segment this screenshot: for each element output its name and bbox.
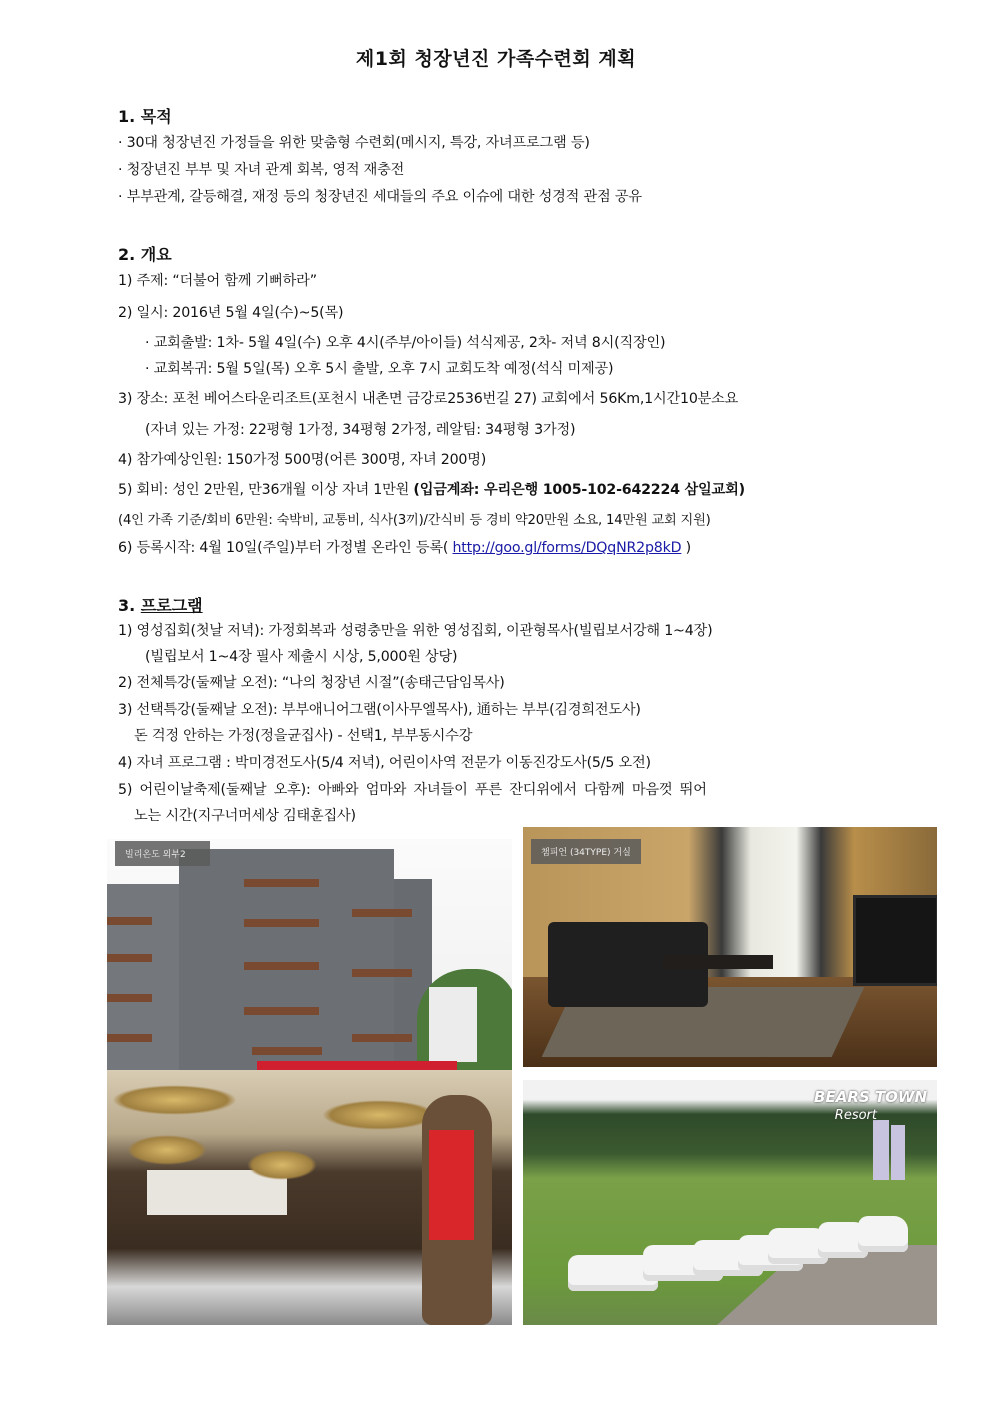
program-heading-number: 3. bbox=[118, 596, 141, 615]
red-flowers bbox=[257, 1061, 457, 1070]
section-heading-overview: 2. 개요 bbox=[118, 245, 172, 264]
registration-suffix: ) bbox=[681, 540, 691, 556]
fireplace bbox=[853, 895, 937, 986]
overview-attendees: 4) 참가예상인원: 150가정 500명(어른 300명, 자녀 200명) bbox=[118, 452, 487, 468]
overview-return: · 교회복귀: 5월 5일(목) 오후 5시 출발, 오후 7시 교회도착 예정(석식 미제공) bbox=[145, 361, 614, 377]
purpose-line-1: · 30대 청장년진 가정들을 위한 맞춤형 수련회(메시지, 특강, 자녀프로그램 등) bbox=[118, 135, 590, 151]
antler-chandelier bbox=[247, 1150, 317, 1180]
program-line-3-cont: 돈 걱정 안하는 가정(정을균집사) - 선택1, 부부동시수강 bbox=[134, 728, 473, 744]
overview-registration bbox=[118, 537, 691, 557]
overview-place: 3) 장소: 포천 베어스타운리조트(포천시 내촌면 금강로2536번길 27) 교회에서 56Km,1시간10분소요 bbox=[118, 391, 739, 407]
antler-chandelier bbox=[322, 1100, 437, 1130]
balcony bbox=[107, 1034, 152, 1042]
photo-caption: 챔피언 (34TYPE) 거실 bbox=[531, 839, 641, 864]
info-sign bbox=[873, 1120, 889, 1180]
overview-fee-note: (4인 가족 기준/회비 6만원: 숙박비, 교통비, 식사(3끼)/간식비 등 경비 약20만원 소요, 14만원 교회 지원) bbox=[118, 513, 711, 528]
balcony bbox=[352, 1034, 412, 1042]
balcony bbox=[244, 919, 319, 927]
photo-resort-lawn bbox=[523, 1080, 937, 1325]
overview-departure: · 교회출발: 1차- 5월 4일(수) 오후 4시(주부/아이들) 석식제공, 2차- 저녁 8시(직장인) bbox=[145, 335, 666, 351]
info-sign bbox=[891, 1125, 905, 1180]
balcony bbox=[244, 1007, 319, 1015]
program-line-3: 3) 선택특강(둘째날 오전): 부부애니어그램(이사무엘목사), 通하는 부부(김경희전도사) bbox=[118, 702, 641, 718]
page-title: 제1회 청장년진 가족수련회 계획 bbox=[355, 48, 637, 70]
toy-car bbox=[858, 1216, 908, 1252]
antler-chandelier bbox=[127, 1135, 207, 1165]
fee-text: 5) 회비: 성인 2만원, 만36개월 이상 자녀 1만원 bbox=[118, 482, 414, 498]
program-line-4: 4) 자녀 프로그램 : 박미경전도사(5/4 저녁), 어린이사역 전문가 이동진강도사(5/5 오전) bbox=[118, 755, 651, 771]
photo-resort-building bbox=[107, 839, 512, 1070]
program-line-2: 2) 전체특강(둘째날 오전): “나의 청장년 시절”(송태근담임목사) bbox=[118, 675, 505, 691]
balcony bbox=[107, 994, 152, 1002]
antler-chandelier bbox=[112, 1085, 237, 1115]
registration-text: 6) 등록시작: 4월 10일(주일)부터 가정별 온라인 등록( bbox=[118, 540, 453, 556]
resort-logo-text: BEARS TOWN bbox=[814, 1088, 927, 1106]
balcony bbox=[252, 1047, 322, 1055]
purpose-line-3: · 부부관계, 갈등해결, 재정 등의 청장년진 세대들의 주요 이슈에 대한 성경적 관점 공유 bbox=[118, 189, 642, 205]
balcony bbox=[107, 954, 152, 962]
program-line-1: 1) 영성집회(첫날 저녁): 가정회복과 성령충만을 위한 영성집회, 이관형목사(빌립보서강해 1~4장) bbox=[118, 623, 713, 639]
registration-link[interactable]: http://goo.gl/forms/DQqNR2p8kD bbox=[452, 540, 682, 556]
program-heading-text: 프로그램 bbox=[140, 596, 203, 615]
coffee-table bbox=[663, 955, 773, 969]
balcony bbox=[107, 917, 152, 925]
white-building bbox=[429, 987, 477, 1062]
balcony bbox=[244, 879, 319, 887]
program-line-5-cont: 노는 시간(지구너머세상 김태훈집사) bbox=[134, 808, 356, 824]
program-line-1-note: (빌립보서 1~4장 필사 제출시 시상, 5,000원 상당) bbox=[145, 649, 458, 665]
section-heading-purpose: 1. 목적 bbox=[118, 107, 172, 126]
program-line-5: 5) 어린이날축제(둘째날 오후): 아빠와 엄마와 자녀들이 푸른 잔디위에서 다함께 마음껏 뛰어 bbox=[118, 782, 707, 798]
resort-logo-subtext: Resort bbox=[834, 1108, 877, 1123]
balcony bbox=[244, 962, 319, 970]
overview-rooms: (자녀 있는 가정: 22평형 1가정, 34평형 2가정, 레알팀: 34평형 3가정) bbox=[145, 422, 576, 438]
photo-living-room bbox=[523, 827, 937, 1067]
red-scarf bbox=[429, 1130, 474, 1240]
overview-date: 2) 일시: 2016년 5월 4일(수)~5(목) bbox=[118, 305, 344, 321]
overview-fee bbox=[118, 479, 745, 499]
overview-theme: 1) 주제: “더불어 함께 기뻐하라” bbox=[118, 273, 317, 289]
fee-account: (입금계좌: 우리은행 1005-102-642224 삼일교회) bbox=[413, 482, 745, 498]
photo-caption: 빌리온도 외부2 bbox=[115, 841, 210, 866]
balcony bbox=[352, 909, 412, 917]
photo-restaurant bbox=[107, 1070, 512, 1325]
balcony bbox=[352, 969, 412, 977]
purpose-line-2: · 청장년진 부부 및 자녀 관계 회복, 영적 재충전 bbox=[118, 162, 405, 178]
section-heading-program bbox=[118, 593, 203, 616]
